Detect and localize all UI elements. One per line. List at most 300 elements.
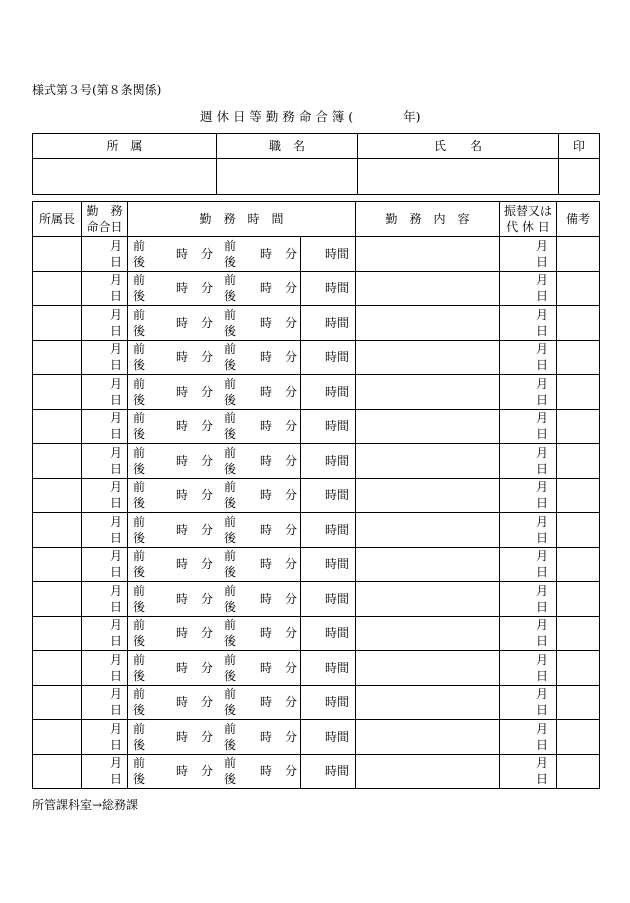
table-row bbox=[33, 271, 600, 306]
work-content-cell[interactable] bbox=[356, 685, 500, 720]
work-content-cell[interactable] bbox=[356, 616, 500, 651]
remarks-cell[interactable] bbox=[557, 409, 600, 444]
work-time-cell[interactable] bbox=[128, 547, 356, 582]
seal-field[interactable] bbox=[559, 159, 600, 195]
month-label: 月 bbox=[109, 273, 122, 288]
start-hour-label: 時 bbox=[176, 660, 189, 675]
order-date-cell[interactable] bbox=[82, 375, 128, 410]
month-label: 月 bbox=[535, 480, 548, 495]
work-content-cell[interactable] bbox=[356, 271, 500, 306]
month-label: 月 bbox=[109, 411, 122, 426]
pm-label: 後 bbox=[133, 358, 146, 373]
am-label: 前 bbox=[133, 721, 146, 736]
month-label: 月 bbox=[535, 445, 548, 460]
start-hour-label: 時 bbox=[176, 315, 189, 330]
order-date-cell[interactable] bbox=[82, 444, 128, 479]
dept-head-cell[interactable] bbox=[33, 478, 82, 513]
start-minute-label: 分 bbox=[201, 591, 214, 606]
order-date-cell[interactable] bbox=[82, 478, 128, 513]
alt-holiday-cell[interactable] bbox=[500, 616, 557, 651]
month-label: 月 bbox=[109, 756, 122, 771]
pm-label: 後 bbox=[224, 668, 237, 683]
start-ampm bbox=[133, 755, 145, 787]
start-hour-label: 時 bbox=[176, 419, 189, 434]
pm-label: 後 bbox=[133, 461, 146, 476]
order-date-cell[interactable] bbox=[82, 582, 128, 617]
remarks-cell[interactable] bbox=[557, 478, 600, 513]
am-label: 前 bbox=[224, 411, 237, 426]
table-row bbox=[33, 685, 600, 720]
total-hours-label: 時間 bbox=[325, 350, 350, 365]
dept-head-cell[interactable] bbox=[33, 409, 82, 444]
name-header: 氏 名 bbox=[358, 134, 559, 159]
pm-label: 後 bbox=[133, 599, 146, 614]
alt-holiday-cell[interactable] bbox=[500, 271, 557, 306]
dept-head-cell[interactable] bbox=[33, 375, 82, 410]
order-date-cell[interactable] bbox=[82, 409, 128, 444]
pm-label: 後 bbox=[133, 703, 146, 718]
table-row bbox=[33, 478, 600, 513]
order-date-header-line1: 勤 務 bbox=[86, 204, 123, 218]
pm-label: 後 bbox=[133, 496, 146, 511]
day-label: 日 bbox=[535, 496, 548, 511]
start-minute-label: 分 bbox=[201, 522, 214, 537]
work-content-cell[interactable] bbox=[356, 582, 500, 617]
alt-holiday-cell[interactable] bbox=[500, 720, 557, 755]
end-minute-label: 分 bbox=[285, 419, 298, 434]
pm-label: 後 bbox=[224, 496, 237, 511]
remarks-cell[interactable] bbox=[557, 582, 600, 617]
day-label: 日 bbox=[109, 323, 122, 338]
time-divider bbox=[300, 548, 301, 582]
end-minute-label: 分 bbox=[285, 246, 298, 261]
remarks-cell[interactable] bbox=[557, 271, 600, 306]
work-order-table bbox=[32, 201, 600, 789]
end-hour-label: 時 bbox=[260, 626, 273, 641]
table-row bbox=[33, 513, 600, 548]
work-content-cell[interactable] bbox=[356, 547, 500, 582]
end-hour-label: 時 bbox=[260, 729, 273, 744]
start-hour-label: 時 bbox=[176, 522, 189, 537]
pm-label: 後 bbox=[133, 392, 146, 407]
alt-holiday-cell[interactable] bbox=[500, 444, 557, 479]
start-ampm bbox=[133, 617, 145, 649]
position-field[interactable] bbox=[217, 159, 358, 195]
total-hours-label: 時間 bbox=[325, 729, 350, 744]
end-hour-label: 時 bbox=[260, 384, 273, 399]
end-minute-label: 分 bbox=[285, 315, 298, 330]
order-date-cell[interactable] bbox=[82, 306, 128, 341]
day-label: 日 bbox=[535, 461, 548, 476]
dept-head-cell[interactable] bbox=[33, 754, 82, 789]
end-ampm bbox=[224, 721, 236, 753]
month-label: 月 bbox=[535, 273, 548, 288]
day-label: 日 bbox=[535, 668, 548, 683]
remarks-cell[interactable] bbox=[557, 616, 600, 651]
alt-holiday-cell[interactable] bbox=[500, 237, 557, 272]
alt-holiday-cell[interactable] bbox=[500, 375, 557, 410]
pm-label: 後 bbox=[224, 530, 237, 545]
end-minute-label: 分 bbox=[285, 660, 298, 675]
remarks-cell[interactable] bbox=[557, 444, 600, 479]
start-minute-label: 分 bbox=[201, 419, 214, 434]
am-label: 前 bbox=[133, 273, 146, 288]
end-minute-label: 分 bbox=[285, 488, 298, 503]
work-time-cell[interactable] bbox=[128, 306, 356, 341]
end-hour-label: 時 bbox=[260, 246, 273, 261]
order-date-cell[interactable] bbox=[82, 720, 128, 755]
work-content-cell[interactable] bbox=[356, 306, 500, 341]
remarks-cell[interactable] bbox=[557, 513, 600, 548]
pm-label: 後 bbox=[224, 461, 237, 476]
am-label: 前 bbox=[133, 411, 146, 426]
remarks-cell[interactable] bbox=[557, 306, 600, 341]
month-label: 月 bbox=[109, 583, 122, 598]
order-date-cell[interactable] bbox=[82, 340, 128, 375]
end-hour-label: 時 bbox=[260, 660, 273, 675]
am-label: 前 bbox=[224, 445, 237, 460]
end-minute-label: 分 bbox=[285, 384, 298, 399]
alt-holiday-cell[interactable] bbox=[500, 651, 557, 686]
time-divider bbox=[300, 686, 301, 720]
am-label: 前 bbox=[133, 583, 146, 598]
alt-holiday-header bbox=[500, 202, 557, 237]
pm-label: 後 bbox=[224, 358, 237, 373]
pm-label: 後 bbox=[224, 392, 237, 407]
end-hour-label: 時 bbox=[260, 315, 273, 330]
start-ampm bbox=[133, 341, 145, 373]
table-row bbox=[33, 409, 600, 444]
am-label: 前 bbox=[224, 583, 237, 598]
start-hour-label: 時 bbox=[176, 488, 189, 503]
name-field[interactable] bbox=[358, 159, 559, 195]
order-date-cell[interactable] bbox=[82, 237, 128, 272]
am-label: 前 bbox=[224, 652, 237, 667]
pm-label: 後 bbox=[133, 530, 146, 545]
month-label: 月 bbox=[109, 342, 122, 357]
day-label: 日 bbox=[535, 427, 548, 442]
order-date-cell[interactable] bbox=[82, 547, 128, 582]
alt-holiday-cell[interactable] bbox=[500, 582, 557, 617]
work-time-cell[interactable] bbox=[128, 237, 356, 272]
start-minute-label: 分 bbox=[201, 281, 214, 296]
end-hour-label: 時 bbox=[260, 488, 273, 503]
alt-holiday-cell[interactable] bbox=[500, 306, 557, 341]
end-hour-label: 時 bbox=[260, 281, 273, 296]
am-label: 前 bbox=[133, 618, 146, 633]
month-label: 月 bbox=[535, 238, 548, 253]
pm-label: 後 bbox=[224, 254, 237, 269]
am-label: 前 bbox=[224, 721, 237, 736]
dept-head-cell[interactable] bbox=[33, 237, 82, 272]
table-row bbox=[33, 616, 600, 651]
month-label: 月 bbox=[535, 549, 548, 564]
work-time-cell[interactable] bbox=[128, 754, 356, 789]
end-ampm bbox=[224, 652, 236, 684]
work-content-cell[interactable] bbox=[356, 444, 500, 479]
dept-head-cell[interactable] bbox=[33, 547, 82, 582]
end-ampm bbox=[224, 307, 236, 339]
start-ampm bbox=[133, 410, 145, 442]
total-hours-label: 時間 bbox=[325, 281, 350, 296]
dept-head-cell[interactable] bbox=[33, 582, 82, 617]
time-divider bbox=[300, 479, 301, 513]
work-time-cell[interactable] bbox=[128, 582, 356, 617]
end-minute-label: 分 bbox=[285, 453, 298, 468]
start-hour-label: 時 bbox=[176, 281, 189, 296]
dept-head-cell[interactable] bbox=[33, 271, 82, 306]
start-hour-label: 時 bbox=[176, 246, 189, 261]
employee-info-table bbox=[32, 133, 600, 195]
month-label: 月 bbox=[109, 652, 122, 667]
start-hour-label: 時 bbox=[176, 764, 189, 779]
work-content-cell[interactable] bbox=[356, 720, 500, 755]
pm-label: 後 bbox=[133, 323, 146, 338]
start-hour-label: 時 bbox=[176, 626, 189, 641]
month-label: 月 bbox=[535, 652, 548, 667]
day-label: 日 bbox=[535, 254, 548, 269]
work-time-cell[interactable] bbox=[128, 444, 356, 479]
dept-head-cell[interactable] bbox=[33, 444, 82, 479]
table-row bbox=[33, 375, 600, 410]
start-minute-label: 分 bbox=[201, 246, 214, 261]
am-label: 前 bbox=[133, 376, 146, 391]
day-label: 日 bbox=[535, 737, 548, 752]
dept-head-cell[interactable] bbox=[33, 651, 82, 686]
end-ampm bbox=[224, 376, 236, 408]
dept-head-cell[interactable] bbox=[33, 685, 82, 720]
total-hours-label: 時間 bbox=[325, 453, 350, 468]
work-time-cell[interactable] bbox=[128, 616, 356, 651]
end-hour-label: 時 bbox=[260, 453, 273, 468]
start-hour-label: 時 bbox=[176, 695, 189, 710]
end-hour-label: 時 bbox=[260, 350, 273, 365]
end-minute-label: 分 bbox=[285, 350, 298, 365]
pm-label: 後 bbox=[224, 772, 237, 787]
work-time-cell[interactable] bbox=[128, 340, 356, 375]
total-hours-label: 時間 bbox=[325, 660, 350, 675]
month-label: 月 bbox=[535, 618, 548, 633]
routing-note: 所管課科室→総務課 bbox=[32, 798, 139, 812]
dept-head-cell[interactable] bbox=[33, 306, 82, 341]
remarks-cell[interactable] bbox=[557, 720, 600, 755]
remarks-cell[interactable] bbox=[557, 651, 600, 686]
day-label: 日 bbox=[109, 496, 122, 511]
start-ampm bbox=[133, 272, 145, 304]
remarks-cell[interactable] bbox=[557, 375, 600, 410]
start-ampm bbox=[133, 238, 145, 270]
alt-holiday-cell[interactable] bbox=[500, 754, 557, 789]
end-ampm bbox=[224, 617, 236, 649]
day-label: 日 bbox=[109, 599, 122, 614]
work-time-cell[interactable] bbox=[128, 685, 356, 720]
affiliation-field[interactable] bbox=[33, 159, 217, 195]
pm-label: 後 bbox=[224, 703, 237, 718]
start-minute-label: 分 bbox=[201, 350, 214, 365]
order-date-cell[interactable] bbox=[82, 271, 128, 306]
day-label: 日 bbox=[109, 737, 122, 752]
alt-holiday-cell[interactable] bbox=[500, 513, 557, 548]
end-minute-label: 分 bbox=[285, 729, 298, 744]
order-date-cell[interactable] bbox=[82, 754, 128, 789]
day-label: 日 bbox=[109, 634, 122, 649]
pm-label: 後 bbox=[224, 565, 237, 580]
end-minute-label: 分 bbox=[285, 695, 298, 710]
work-time-cell[interactable] bbox=[128, 478, 356, 513]
day-label: 日 bbox=[109, 392, 122, 407]
dept-head-cell[interactable] bbox=[33, 616, 82, 651]
pm-label: 後 bbox=[133, 427, 146, 442]
month-label: 月 bbox=[535, 411, 548, 426]
day-label: 日 bbox=[535, 289, 548, 304]
dept-head-cell[interactable] bbox=[33, 720, 82, 755]
total-hours-label: 時間 bbox=[325, 419, 350, 434]
day-label: 日 bbox=[109, 703, 122, 718]
am-label: 前 bbox=[133, 756, 146, 771]
work-time-cell[interactable] bbox=[128, 720, 356, 755]
end-hour-label: 時 bbox=[260, 522, 273, 537]
work-content-cell[interactable] bbox=[356, 478, 500, 513]
order-date-cell[interactable] bbox=[82, 651, 128, 686]
work-time-cell[interactable] bbox=[128, 375, 356, 410]
dept-head-cell[interactable] bbox=[33, 340, 82, 375]
work-time-cell[interactable] bbox=[128, 513, 356, 548]
am-label: 前 bbox=[133, 238, 146, 253]
am-label: 前 bbox=[224, 756, 237, 771]
day-label: 日 bbox=[109, 358, 122, 373]
am-label: 前 bbox=[224, 618, 237, 633]
remarks-cell[interactable] bbox=[557, 547, 600, 582]
total-hours-label: 時間 bbox=[325, 384, 350, 399]
day-label: 日 bbox=[535, 358, 548, 373]
day-label: 日 bbox=[535, 772, 548, 787]
month-label: 月 bbox=[109, 445, 122, 460]
start-minute-label: 分 bbox=[201, 729, 214, 744]
end-minute-label: 分 bbox=[285, 281, 298, 296]
am-label: 前 bbox=[224, 514, 237, 529]
table-row bbox=[33, 306, 600, 341]
end-ampm bbox=[224, 755, 236, 787]
alt-holiday-cell[interactable] bbox=[500, 685, 557, 720]
pm-label: 後 bbox=[133, 737, 146, 752]
alt-holiday-cell[interactable] bbox=[500, 478, 557, 513]
end-ampm bbox=[224, 445, 236, 477]
end-ampm bbox=[224, 479, 236, 511]
month-label: 月 bbox=[109, 480, 122, 495]
start-ampm bbox=[133, 307, 145, 339]
total-hours-label: 時間 bbox=[325, 591, 350, 606]
seal-header: 印 bbox=[559, 134, 600, 159]
day-label: 日 bbox=[109, 254, 122, 269]
end-hour-label: 時 bbox=[260, 764, 273, 779]
end-ampm bbox=[224, 341, 236, 373]
table-row bbox=[33, 720, 600, 755]
work-content-cell[interactable] bbox=[356, 513, 500, 548]
time-divider bbox=[300, 444, 301, 478]
remarks-cell[interactable] bbox=[557, 340, 600, 375]
remarks-header: 備考 bbox=[557, 202, 600, 237]
month-label: 月 bbox=[109, 514, 122, 529]
order-date-cell[interactable] bbox=[82, 513, 128, 548]
end-minute-label: 分 bbox=[285, 522, 298, 537]
work-time-header: 勤 務 時 間 bbox=[128, 202, 356, 237]
day-label: 日 bbox=[535, 565, 548, 580]
pm-label: 後 bbox=[224, 323, 237, 338]
end-ampm bbox=[224, 238, 236, 270]
alt-holiday-header-line2: 代 休 日 bbox=[506, 220, 550, 234]
start-ampm bbox=[133, 479, 145, 511]
pm-label: 後 bbox=[133, 634, 146, 649]
work-content-cell[interactable] bbox=[356, 409, 500, 444]
table-row bbox=[33, 237, 600, 272]
work-time-cell[interactable] bbox=[128, 271, 356, 306]
end-ampm bbox=[224, 548, 236, 580]
time-divider bbox=[300, 410, 301, 444]
work-content-cell[interactable] bbox=[356, 754, 500, 789]
start-minute-label: 分 bbox=[201, 557, 214, 572]
order-date-cell[interactable] bbox=[82, 616, 128, 651]
am-label: 前 bbox=[133, 480, 146, 495]
remarks-cell[interactable] bbox=[557, 237, 600, 272]
work-content-cell[interactable] bbox=[356, 340, 500, 375]
dept-head-cell[interactable] bbox=[33, 513, 82, 548]
table-row bbox=[33, 547, 600, 582]
month-label: 月 bbox=[535, 376, 548, 391]
day-label: 日 bbox=[535, 634, 548, 649]
work-content-cell[interactable] bbox=[356, 375, 500, 410]
alt-holiday-cell[interactable] bbox=[500, 547, 557, 582]
work-time-cell[interactable] bbox=[128, 409, 356, 444]
order-date-cell[interactable] bbox=[82, 685, 128, 720]
work-content-cell[interactable] bbox=[356, 237, 500, 272]
am-label: 前 bbox=[224, 687, 237, 702]
end-hour-label: 時 bbox=[260, 695, 273, 710]
pm-label: 後 bbox=[224, 427, 237, 442]
end-minute-label: 分 bbox=[285, 591, 298, 606]
month-label: 月 bbox=[535, 687, 548, 702]
alt-holiday-cell[interactable] bbox=[500, 340, 557, 375]
remarks-cell[interactable] bbox=[557, 685, 600, 720]
total-hours-label: 時間 bbox=[325, 315, 350, 330]
end-ampm bbox=[224, 686, 236, 718]
end-hour-label: 時 bbox=[260, 419, 273, 434]
work-time-cell[interactable] bbox=[128, 651, 356, 686]
total-hours-label: 時間 bbox=[325, 764, 350, 779]
time-divider bbox=[300, 617, 301, 651]
pm-label: 後 bbox=[133, 772, 146, 787]
remarks-cell[interactable] bbox=[557, 754, 600, 789]
time-divider bbox=[300, 582, 301, 616]
alt-holiday-cell[interactable] bbox=[500, 409, 557, 444]
start-hour-label: 時 bbox=[176, 557, 189, 572]
day-label: 日 bbox=[109, 461, 122, 476]
am-label: 前 bbox=[224, 549, 237, 564]
am-label: 前 bbox=[133, 687, 146, 702]
month-label: 月 bbox=[109, 618, 122, 633]
month-label: 月 bbox=[109, 687, 122, 702]
start-ampm bbox=[133, 652, 145, 684]
end-ampm bbox=[224, 410, 236, 442]
time-divider bbox=[300, 237, 301, 271]
total-hours-label: 時間 bbox=[325, 695, 350, 710]
work-content-cell[interactable] bbox=[356, 651, 500, 686]
affiliation-header: 所 属 bbox=[33, 134, 217, 159]
month-label: 月 bbox=[109, 376, 122, 391]
day-label: 日 bbox=[109, 772, 122, 787]
month-label: 月 bbox=[535, 583, 548, 598]
table-row bbox=[33, 754, 600, 789]
time-divider bbox=[300, 341, 301, 375]
